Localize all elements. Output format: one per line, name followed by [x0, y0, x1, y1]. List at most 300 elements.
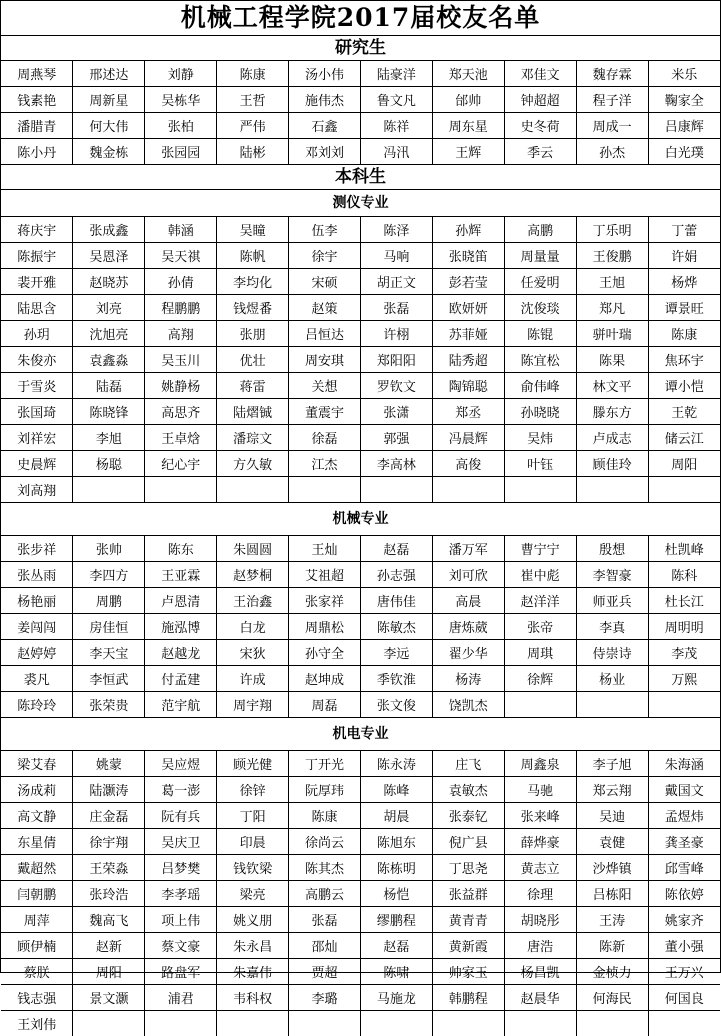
graduate-table [1, 61, 720, 165]
name-cell: 吴迪 [576, 803, 648, 829]
name-cell: 钱钦梁 [217, 855, 289, 881]
name-cell: 周磊 [289, 692, 361, 718]
table-row [1, 803, 720, 829]
name-cell: 李智豪 [576, 562, 648, 588]
name-cell: 骈叶瑞 [576, 321, 648, 347]
name-cell: 阮有兵 [145, 803, 217, 829]
name-cell: 杨业 [576, 666, 648, 692]
name-cell: 赵梦桐 [217, 562, 289, 588]
name-cell [217, 477, 289, 503]
name-cell: 丁蕾 [648, 217, 720, 243]
name-cell: 高思齐 [145, 399, 217, 425]
name-cell: 吴庆卫 [145, 829, 217, 855]
name-cell: 吴炜 [504, 425, 576, 451]
name-cell: 沈俊琰 [504, 295, 576, 321]
name-cell: 李恒武 [73, 666, 145, 692]
table-row [1, 666, 720, 692]
name-cell: 胡正文 [360, 269, 432, 295]
name-cell: 卢恩清 [145, 588, 217, 614]
table-row [1, 451, 720, 477]
name-cell: 张园园 [145, 139, 217, 165]
major-heading-jixie: 机械专业 [1, 503, 720, 536]
name-cell: 朱圆圆 [217, 536, 289, 562]
name-cell: 胡晨 [360, 803, 432, 829]
table-row [1, 614, 720, 640]
table-row [1, 855, 720, 881]
table-row [1, 139, 720, 165]
name-cell: 杨聪 [73, 451, 145, 477]
name-cell: 顾光健 [217, 751, 289, 777]
name-cell: 张磊 [289, 907, 361, 933]
table-row [1, 588, 720, 614]
name-cell: 陈锟 [504, 321, 576, 347]
name-cell: 裘凡 [1, 666, 73, 692]
name-cell: 俞伟峰 [504, 373, 576, 399]
name-cell: 郑阳阳 [360, 347, 432, 373]
table-row [1, 536, 720, 562]
name-cell: 马施龙 [360, 985, 432, 1011]
name-cell: 沙烨镇 [576, 855, 648, 881]
name-cell: 任爱明 [504, 269, 576, 295]
table-row [1, 562, 720, 588]
name-cell: 王辉 [432, 139, 504, 165]
table-row [1, 87, 720, 113]
name-cell [432, 477, 504, 503]
name-cell: 高文静 [1, 803, 73, 829]
name-cell: 张柏 [145, 113, 217, 139]
name-cell: 朱海涵 [648, 751, 720, 777]
name-cell: 周成一 [576, 113, 648, 139]
name-cell: 庄飞 [432, 751, 504, 777]
name-cell: 白光璞 [648, 139, 720, 165]
name-cell: 杜凯峰 [648, 536, 720, 562]
name-cell: 优壮 [217, 347, 289, 373]
name-cell: 张晓笛 [432, 243, 504, 269]
name-cell: 施泓博 [145, 614, 217, 640]
table-row [1, 907, 720, 933]
name-cell: 周萍 [1, 907, 73, 933]
name-cell: 陈新 [576, 933, 648, 959]
name-cell: 陆彬 [217, 139, 289, 165]
name-cell: 徐磊 [289, 425, 361, 451]
name-cell [504, 1011, 576, 1036]
name-cell: 徐宇 [289, 243, 361, 269]
name-cell: 张泰钇 [432, 803, 504, 829]
name-cell: 季云 [504, 139, 576, 165]
name-cell: 周新星 [73, 87, 145, 113]
name-cell: 王亚霖 [145, 562, 217, 588]
name-cell [289, 1011, 361, 1036]
name-cell: 石鑫 [289, 113, 361, 139]
name-cell: 吕康辉 [648, 113, 720, 139]
name-cell: 许成 [217, 666, 289, 692]
name-cell: 东星倩 [1, 829, 73, 855]
name-cell: 米乐 [648, 61, 720, 87]
name-cell: 潘琮文 [217, 425, 289, 451]
name-cell: 蔡文豪 [145, 933, 217, 959]
name-cell: 王哲 [217, 87, 289, 113]
name-cell: 赵新 [73, 933, 145, 959]
major-heading-jidian: 机电专业 [1, 718, 720, 751]
name-cell: 孟煜炜 [648, 803, 720, 829]
name-cell [289, 477, 361, 503]
name-cell: 徐尚云 [289, 829, 361, 855]
name-cell: 高晨 [432, 588, 504, 614]
name-cell: 冯晨辉 [432, 425, 504, 451]
name-cell: 孙倩 [145, 269, 217, 295]
name-cell: 吴恩泽 [73, 243, 145, 269]
name-cell [432, 1011, 504, 1036]
name-cell: 陈依婷 [648, 881, 720, 907]
name-cell: 李真 [576, 614, 648, 640]
name-cell: 杨恺 [360, 881, 432, 907]
name-cell: 庄金磊 [73, 803, 145, 829]
name-cell: 彭若莹 [432, 269, 504, 295]
table-row [1, 217, 720, 243]
name-cell: 邵灿 [289, 933, 361, 959]
name-cell: 陶锦聪 [432, 373, 504, 399]
name-cell: 师亚兵 [576, 588, 648, 614]
name-cell: 陈栋明 [360, 855, 432, 881]
name-cell: 陈永涛 [360, 751, 432, 777]
name-cell: 朱永昌 [217, 933, 289, 959]
major-table-jidian [1, 751, 720, 1036]
name-cell: 丁阳 [217, 803, 289, 829]
name-cell: 李璐 [289, 985, 361, 1011]
name-cell: 蒋庆宇 [1, 217, 73, 243]
name-cell [504, 692, 576, 718]
name-cell: 缪鹏程 [360, 907, 432, 933]
table-row [1, 321, 720, 347]
name-cell: 鲁文凡 [360, 87, 432, 113]
table-row [1, 243, 720, 269]
name-cell: 邓佳文 [504, 61, 576, 87]
name-cell: 周量量 [504, 243, 576, 269]
name-cell: 张丛雨 [1, 562, 73, 588]
name-cell: 周东星 [432, 113, 504, 139]
name-cell: 曹宁宁 [504, 536, 576, 562]
name-cell: 王万兴 [648, 959, 720, 985]
name-cell: 倪广县 [432, 829, 504, 855]
name-cell: 严伟 [217, 113, 289, 139]
name-cell: 吴栋华 [145, 87, 217, 113]
name-cell: 李天宝 [73, 640, 145, 666]
name-cell: 冯汛 [360, 139, 432, 165]
name-cell: 杨烨 [648, 269, 720, 295]
table-row [1, 829, 720, 855]
name-cell: 陆灏涛 [73, 777, 145, 803]
table-row [1, 269, 720, 295]
name-cell: 张文俊 [360, 692, 432, 718]
name-cell: 丁思尧 [432, 855, 504, 881]
name-cell: 刘亮 [73, 295, 145, 321]
name-cell [648, 1011, 720, 1036]
name-cell: 陈峰 [360, 777, 432, 803]
name-cell: 王治鑫 [217, 588, 289, 614]
name-cell: 杨艳丽 [1, 588, 73, 614]
name-cell: 蔡朕 [1, 959, 73, 985]
name-cell: 崔中彪 [504, 562, 576, 588]
name-cell: 陈其杰 [289, 855, 361, 881]
name-cell: 袁敏杰 [432, 777, 504, 803]
name-cell: 关想 [289, 373, 361, 399]
table-row [1, 399, 720, 425]
name-cell: 马响 [360, 243, 432, 269]
name-cell: 朱俊亦 [1, 347, 73, 373]
name-cell: 陈宜松 [504, 347, 576, 373]
name-cell: 周阳 [648, 451, 720, 477]
name-cell: 张帝 [504, 614, 576, 640]
name-cell: 孙晓晓 [504, 399, 576, 425]
name-cell: 蒋雷 [217, 373, 289, 399]
name-cell: 许娟 [648, 243, 720, 269]
name-cell: 张帅 [73, 536, 145, 562]
name-cell: 张步祥 [1, 536, 73, 562]
name-cell: 陈康 [289, 803, 361, 829]
table-row [1, 425, 720, 451]
table-row [1, 751, 720, 777]
name-cell: 万熙 [648, 666, 720, 692]
name-cell: 翟少华 [432, 640, 504, 666]
name-cell: 张荣贵 [73, 692, 145, 718]
name-cell: 刘静 [145, 61, 217, 87]
name-cell: 沈旭亮 [73, 321, 145, 347]
name-cell: 姚义朋 [217, 907, 289, 933]
name-cell [73, 1011, 145, 1036]
name-cell: 李远 [360, 640, 432, 666]
name-cell: 王荣淼 [73, 855, 145, 881]
name-cell: 方久敏 [217, 451, 289, 477]
name-cell: 王涛 [576, 907, 648, 933]
name-cell: 李均化 [217, 269, 289, 295]
name-cell: 阮厚玮 [289, 777, 361, 803]
page-title: 机械工程学院2017届校友名单 [1, 1, 720, 36]
name-cell: 汤小伟 [289, 61, 361, 87]
name-cell: 赵坤成 [289, 666, 361, 692]
name-cell [576, 692, 648, 718]
name-cell: 史冬荷 [504, 113, 576, 139]
name-cell: 高翔 [145, 321, 217, 347]
name-cell: 贾超 [289, 959, 361, 985]
name-cell: 郑丞 [432, 399, 504, 425]
name-cell: 孙志强 [360, 562, 432, 588]
major-heading-ceyi: 测仪专业 [1, 190, 720, 217]
name-cell: 黄志立 [504, 855, 576, 881]
name-cell: 闫朝鹏 [1, 881, 73, 907]
name-cell: 陈敏杰 [360, 614, 432, 640]
name-cell: 吴玉川 [145, 347, 217, 373]
name-cell: 姜闯闯 [1, 614, 73, 640]
name-cell: 戴国文 [648, 777, 720, 803]
name-cell: 于雪炎 [1, 373, 73, 399]
name-cell: 葛一澎 [145, 777, 217, 803]
name-cell: 高鹏云 [289, 881, 361, 907]
name-cell: 徐辉 [504, 666, 576, 692]
name-cell: 何大伟 [73, 113, 145, 139]
name-cell: 陈科 [648, 562, 720, 588]
name-cell [145, 477, 217, 503]
name-cell: 孙玥 [1, 321, 73, 347]
name-cell: 董小强 [648, 933, 720, 959]
name-cell: 赵晓苏 [73, 269, 145, 295]
table-row [1, 373, 720, 399]
name-cell: 袁健 [576, 829, 648, 855]
name-cell: 周宇翔 [217, 692, 289, 718]
name-cell: 鞠家全 [648, 87, 720, 113]
name-cell: 梁艾春 [1, 751, 73, 777]
name-cell: 赵洋洋 [504, 588, 576, 614]
name-cell: 李旭 [73, 425, 145, 451]
name-cell: 周鼎松 [289, 614, 361, 640]
name-cell: 黄青青 [432, 907, 504, 933]
name-cell: 徐宇翔 [73, 829, 145, 855]
table-row [1, 881, 720, 907]
name-cell [73, 477, 145, 503]
name-cell: 李高林 [360, 451, 432, 477]
name-cell: 高俊 [432, 451, 504, 477]
name-cell: 陈果 [576, 347, 648, 373]
name-cell: 赵婷婷 [1, 640, 73, 666]
name-cell: 王旭 [576, 269, 648, 295]
name-cell: 周鹏 [73, 588, 145, 614]
name-cell: 叶钰 [504, 451, 576, 477]
name-cell: 路盘军 [145, 959, 217, 985]
name-cell: 江杰 [289, 451, 361, 477]
name-cell: 周阳 [73, 959, 145, 985]
name-cell: 姚蒙 [73, 751, 145, 777]
name-cell: 姚家齐 [648, 907, 720, 933]
name-cell: 陈小丹 [1, 139, 73, 165]
name-cell: 史晨辉 [1, 451, 73, 477]
name-cell: 丁乐明 [576, 217, 648, 243]
name-cell: 焦环宇 [648, 347, 720, 373]
name-cell: 魏高飞 [73, 907, 145, 933]
name-cell: 张玲浩 [73, 881, 145, 907]
name-cell: 范宇航 [145, 692, 217, 718]
name-cell: 黄新霞 [432, 933, 504, 959]
name-cell: 何海民 [576, 985, 648, 1011]
name-cell [576, 1011, 648, 1036]
name-cell: 储云江 [648, 425, 720, 451]
name-cell: 朱嘉伟 [217, 959, 289, 985]
name-cell: 王卓焓 [145, 425, 217, 451]
name-cell: 陆秀超 [432, 347, 504, 373]
name-cell: 陈东 [145, 536, 217, 562]
name-cell: 赵磊 [360, 536, 432, 562]
name-cell: 赵磊 [360, 933, 432, 959]
name-cell: 周燕琴 [1, 61, 73, 87]
name-cell: 周明明 [648, 614, 720, 640]
name-cell: 邓刘刘 [289, 139, 361, 165]
name-cell: 戴超然 [1, 855, 73, 881]
name-cell [504, 477, 576, 503]
name-cell: 周琪 [504, 640, 576, 666]
name-cell: 潘万军 [432, 536, 504, 562]
name-cell: 赵越龙 [145, 640, 217, 666]
name-cell: 杨涛 [432, 666, 504, 692]
name-cell: 印晨 [217, 829, 289, 855]
name-cell: 刘祥宏 [1, 425, 73, 451]
name-cell: 孙辉 [432, 217, 504, 243]
name-cell: 季钦淮 [360, 666, 432, 692]
name-cell: 钱煜番 [217, 295, 289, 321]
name-cell [648, 477, 720, 503]
name-cell: 帅家玉 [432, 959, 504, 985]
name-cell: 吕恒达 [289, 321, 361, 347]
name-cell: 张朋 [217, 321, 289, 347]
table-row [1, 477, 720, 503]
name-cell: 薛烨豪 [504, 829, 576, 855]
name-cell: 杨昌凯 [504, 959, 576, 985]
name-cell: 施伟杰 [289, 87, 361, 113]
name-cell: 邰帅 [432, 87, 504, 113]
name-cell: 苏菲娅 [432, 321, 504, 347]
table-row [1, 985, 720, 1011]
name-cell: 谭景旺 [648, 295, 720, 321]
major-table-jixie [1, 536, 720, 718]
name-cell: 陈晓锋 [73, 399, 145, 425]
name-cell: 陆熠铖 [217, 399, 289, 425]
name-cell: 陆思含 [1, 295, 73, 321]
name-cell: 滕东方 [576, 399, 648, 425]
name-cell: 陈玲玲 [1, 692, 73, 718]
name-cell: 汤成莉 [1, 777, 73, 803]
table-row [1, 692, 720, 718]
name-cell: 赵晨华 [504, 985, 576, 1011]
name-cell: 张益群 [432, 881, 504, 907]
name-cell: 周鑫泉 [504, 751, 576, 777]
name-cell: 邢述达 [73, 61, 145, 87]
name-cell: 金桢力 [576, 959, 648, 985]
name-cell: 韩鹏程 [432, 985, 504, 1011]
name-cell: 伍李 [289, 217, 361, 243]
name-cell: 韦科权 [217, 985, 289, 1011]
name-cell: 王俊鹏 [576, 243, 648, 269]
table-row [1, 295, 720, 321]
name-cell: 张潇 [360, 399, 432, 425]
name-cell: 袁鑫淼 [73, 347, 145, 373]
name-cell: 钟超超 [504, 87, 576, 113]
name-cell: 吴瞳 [217, 217, 289, 243]
name-cell: 徐锌 [217, 777, 289, 803]
table-row [1, 61, 720, 87]
name-cell: 罗钦文 [360, 373, 432, 399]
name-cell: 刘可欣 [432, 562, 504, 588]
name-cell [360, 477, 432, 503]
name-cell: 董震宇 [289, 399, 361, 425]
name-cell: 陈啸 [360, 959, 432, 985]
name-cell: 梁亮 [217, 881, 289, 907]
name-cell: 周安琪 [289, 347, 361, 373]
name-cell: 陈康 [217, 61, 289, 87]
name-cell: 顾佳玲 [576, 451, 648, 477]
name-cell: 姚静杨 [145, 373, 217, 399]
name-cell: 孙杰 [576, 139, 648, 165]
name-cell: 龚圣豪 [648, 829, 720, 855]
name-cell [648, 692, 720, 718]
table-row [1, 640, 720, 666]
name-cell: 唐伟佳 [360, 588, 432, 614]
name-cell: 顾伊楠 [1, 933, 73, 959]
name-cell: 张成鑫 [73, 217, 145, 243]
undergrad-heading: 本科生 [1, 165, 720, 190]
name-cell: 陆豪洋 [360, 61, 432, 87]
name-cell: 马驰 [504, 777, 576, 803]
name-cell: 白龙 [217, 614, 289, 640]
name-cell: 唐浩 [504, 933, 576, 959]
name-cell: 房佳恒 [73, 614, 145, 640]
name-cell: 裴开雅 [1, 269, 73, 295]
